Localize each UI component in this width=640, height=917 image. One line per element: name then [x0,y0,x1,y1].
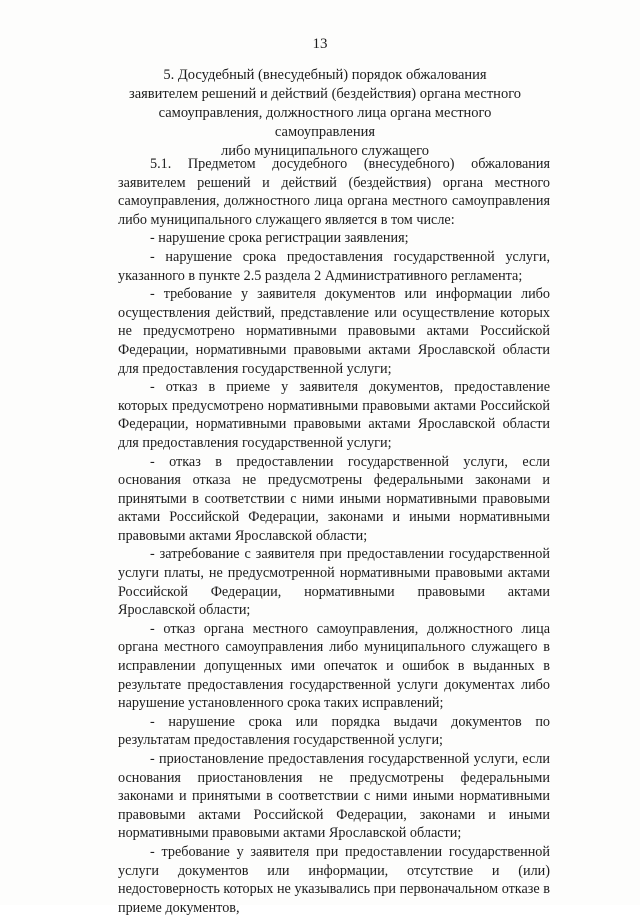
list-item: - требование у заявителя при предоставлении государственной услуги документов или информации, отсутствие и (или) недостоверность которых не указывались при первоначальном отказе в приеме документов, [118,843,550,916]
section-body [118,155,550,917]
section-heading [110,66,540,161]
heading-line: самоуправления, должностного лица органа местного самоуправления [158,105,492,140]
list-item: - нарушение срока предоставления государственной услуги, указанного в пункте 2.5 раздела 2 Административного регламента; [118,248,550,284]
heading-line: либо муниципального служащего [221,143,429,159]
list-item: - отказ в приеме у заявителя документов, предоставление которых предусмотрено нормативными правовыми актами Российской Федерации, нормативными правовыми актами Ярославской области для предоставления государственной услуги; [118,379,550,451]
list-item: - нарушение срока регистрации заявления; [150,230,409,247]
heading-line: заявителем решений и действий (бездействия) органа местного [128,86,522,102]
list-item: - приостановление предоставления государственной услуги, если основания приостановления не предусмотрены федеральными законами и принятыми в соответствии с ними иными нормативными правовыми актами Российской Федерации, законами и иными нормативными правовыми актами Ярославской области; [118,751,550,842]
heading-line: 5. Досудебный (внесудебный) порядок обжалования [163,67,487,83]
list-item: - отказ в предоставлении государственной услуги, если основания отказа не предусмотрены федеральными законами и принятыми в соответствии с ними иными нормативными правовыми актами Российской Федерации, законами и иными нормативными правовыми актами Ярославской области; [118,453,550,544]
list-item: - затребование с заявителя при предоставлении государственной услуги платы, не предусмотренной нормативными правовыми актами Российской Федерации, нормативными правовыми актами Ярославской области; [118,546,550,619]
page-number: 13 [312,36,328,52]
list-item: - нарушение срока или порядка выдачи документов по результатам предоставления государственной услуги; [118,713,550,749]
list-item: - отказ органа местного самоуправления, должностного лица органа местного самоуправления либо муниципального служащего в исправлении допущенных ими опечаток и ошибок в выданных в результате предоставления государственной услуги документах либо нарушение установленного срока таких исправлений; [118,620,550,712]
paragraph: 5.1. Предметом досудебного (внесудебного) обжалования заявителем решений и действий (бездействия) органа местного самоуправления, должностного лица органа местного самоуправления либо муниципального служащего является в том числе: [118,156,550,228]
list-item: - требование у заявителя документов или информации либо осуществления действий, представление или осуществление которых не предусмотрено нормативными правовыми актами Российской Федерации, нормативными правовыми актами Ярославской области для предоставления государственной услуги; [118,286,550,377]
